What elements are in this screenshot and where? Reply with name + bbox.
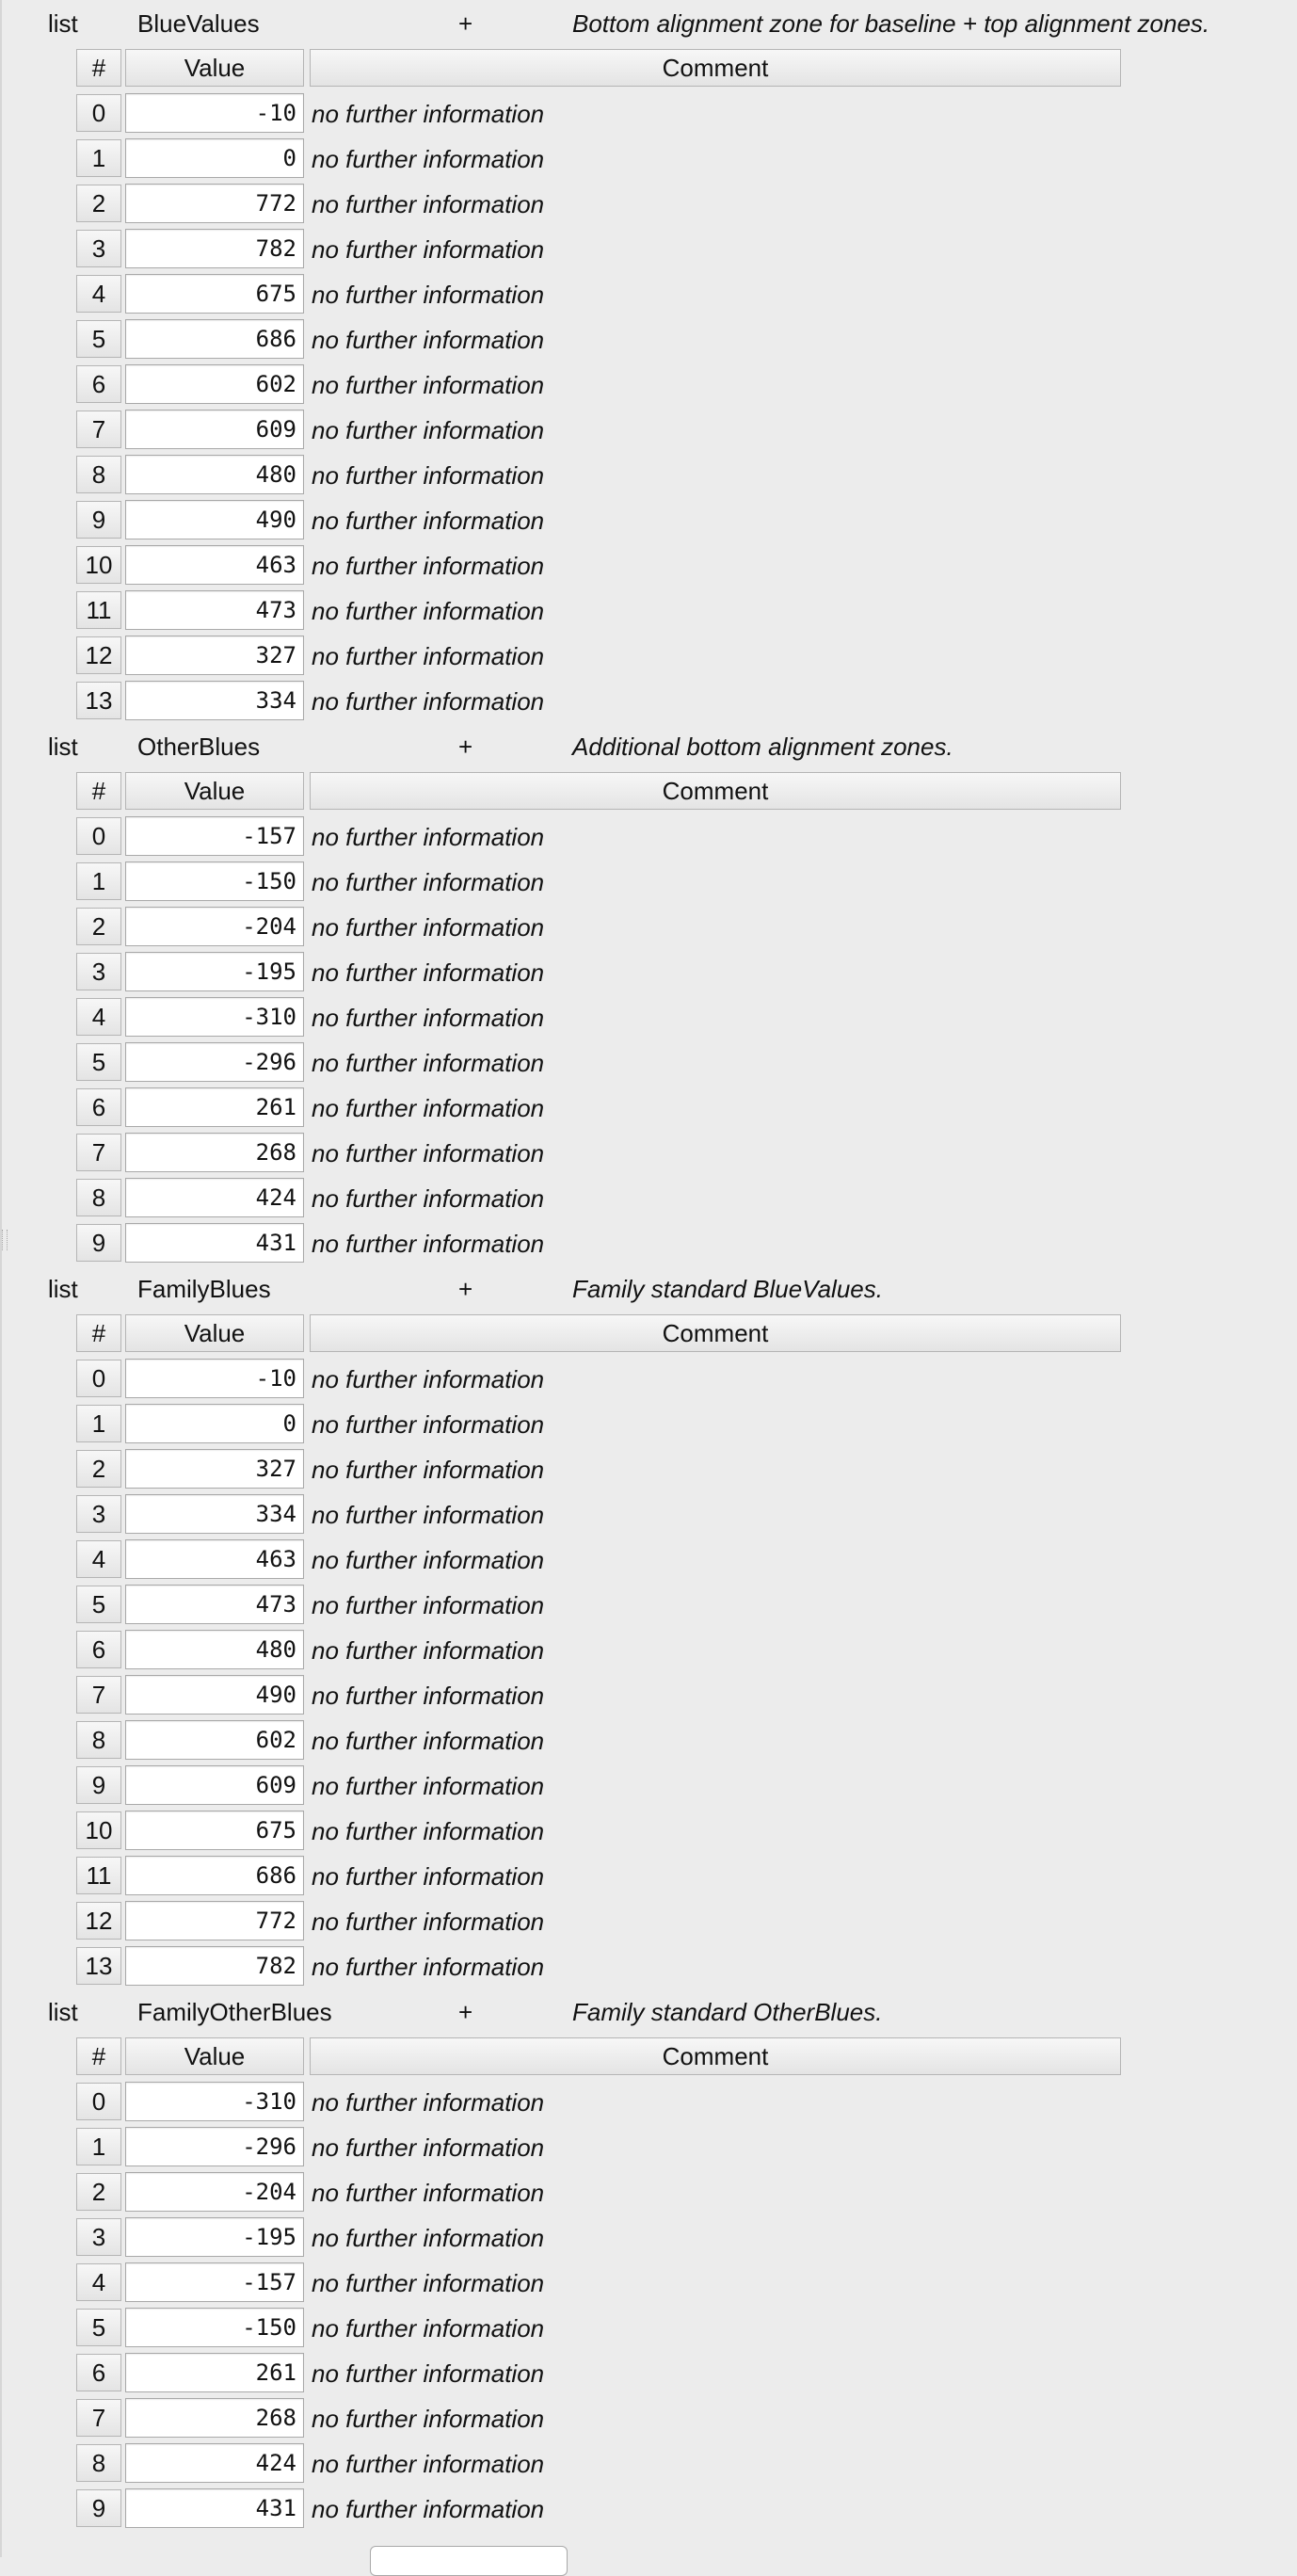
row-index-button[interactable]: 0: [76, 1360, 121, 1397]
table-row: [0, 1356, 1297, 1401]
row-comment: no further information: [312, 2495, 545, 2523]
row-index-button[interactable]: 1: [76, 139, 121, 177]
list-section-otherblues: [0, 723, 1297, 1265]
table-row: [0, 678, 1297, 723]
value-field[interactable]: -10: [125, 1359, 304, 1398]
table-row: [0, 813, 1297, 859]
table-row: [0, 1627, 1297, 1672]
row-index-button[interactable]: 6: [76, 2354, 121, 2391]
table-row: [0, 1898, 1297, 1943]
list-keyword: list: [48, 733, 78, 761]
row-index-button[interactable]: 0: [76, 817, 121, 855]
column-header-value[interactable]: Value: [125, 2037, 304, 2075]
row-comment: no further information: [312, 1591, 545, 1619]
column-header-comment[interactable]: Comment: [310, 49, 1121, 87]
column-header-index[interactable]: #: [76, 49, 121, 87]
table-row: [0, 542, 1297, 588]
row-index-button[interactable]: 0: [76, 2083, 121, 2120]
value-field[interactable]: 327: [125, 636, 304, 675]
value-field[interactable]: -195: [125, 2217, 304, 2257]
value-field[interactable]: 463: [125, 1539, 304, 1579]
value-field[interactable]: -296: [125, 2127, 304, 2166]
value-field[interactable]: 772: [125, 184, 304, 223]
table-row: [0, 90, 1297, 136]
row-comment: no further information: [312, 1817, 545, 1845]
value-field[interactable]: 686: [125, 319, 304, 359]
row-comment: no further information: [312, 145, 545, 173]
table-row: [0, 2124, 1297, 2169]
table-row: [0, 1220, 1297, 1265]
value-field[interactable]: -157: [125, 2262, 304, 2302]
table-row: [0, 1446, 1297, 1491]
value-field[interactable]: 782: [125, 229, 304, 268]
row-index-button[interactable]: 3: [76, 230, 121, 267]
table-row: [0, 452, 1297, 497]
value-field[interactable]: -150: [125, 2308, 304, 2347]
row-index-button[interactable]: 4: [76, 1540, 121, 1578]
value-field[interactable]: 480: [125, 455, 304, 494]
column-header-comment[interactable]: Comment: [310, 1314, 1121, 1352]
table-row: [0, 1672, 1297, 1717]
row-comment: no further information: [312, 1727, 545, 1755]
row-comment: no further information: [312, 2224, 545, 2252]
value-field[interactable]: 424: [125, 1178, 304, 1217]
value-field[interactable]: 0: [125, 1404, 304, 1443]
row-comment: no further information: [312, 1501, 545, 1529]
value-field[interactable]: 686: [125, 1856, 304, 1895]
row-comment: no further information: [312, 507, 545, 535]
value-field[interactable]: 490: [125, 500, 304, 539]
table-row: [0, 407, 1297, 452]
table-row: [0, 2079, 1297, 2124]
row-comment: no further information: [312, 416, 545, 444]
value-field[interactable]: 772: [125, 1901, 304, 1940]
column-header-index[interactable]: #: [76, 1314, 121, 1352]
value-field[interactable]: 609: [125, 410, 304, 449]
row-comment: no further information: [312, 461, 545, 490]
row-index-button[interactable]: 12: [76, 636, 121, 674]
row-index-button[interactable]: 7: [76, 2399, 121, 2437]
row-comment: no further information: [312, 1049, 545, 1077]
row-comment: no further information: [312, 1953, 545, 1981]
row-comment: no further information: [312, 552, 545, 580]
row-index-button[interactable]: 0: [76, 94, 121, 132]
row-comment: no further information: [312, 1004, 545, 1032]
value-field[interactable]: 463: [125, 545, 304, 585]
row-index-button[interactable]: 6: [76, 365, 121, 403]
value-field[interactable]: -296: [125, 1042, 304, 1082]
row-comment: no further information: [312, 100, 545, 128]
row-comment: no further information: [312, 1682, 545, 1710]
table-row: [0, 271, 1297, 316]
row-comment: no further information: [312, 642, 545, 670]
bottom-control-button[interactable]: [370, 2546, 568, 2576]
row-comment: no further information: [312, 2450, 545, 2478]
list-description: Bottom alignment zone for baseline + top alignment zones.: [572, 9, 1210, 38]
table-row: [0, 1537, 1297, 1582]
row-index-button[interactable]: 9: [76, 1224, 121, 1262]
row-index-button[interactable]: 4: [76, 998, 121, 1036]
row-comment: no further information: [312, 868, 545, 896]
row-comment: no further information: [312, 190, 545, 218]
row-index-button[interactable]: 7: [76, 1134, 121, 1171]
row-comment: no further information: [312, 687, 545, 716]
value-field[interactable]: 424: [125, 2443, 304, 2483]
table-row: [0, 226, 1297, 271]
column-header-index[interactable]: #: [76, 772, 121, 810]
list-header: [0, 0, 1297, 45]
row-comment: no further information: [312, 326, 545, 354]
column-header-index[interactable]: #: [76, 2037, 121, 2075]
value-field[interactable]: 431: [125, 1223, 304, 1263]
row-index-button[interactable]: 8: [76, 1721, 121, 1759]
row-comment: no further information: [312, 1636, 545, 1665]
value-field[interactable]: 334: [125, 1494, 304, 1534]
row-index-button[interactable]: 7: [76, 411, 121, 448]
table-row: [0, 1175, 1297, 1220]
row-index-button[interactable]: 9: [76, 1766, 121, 1804]
row-index-button[interactable]: 13: [76, 682, 121, 719]
row-comment: no further information: [312, 1410, 545, 1439]
row-index-button[interactable]: 9: [76, 2489, 121, 2527]
table-row: [0, 2440, 1297, 2486]
row-index-button[interactable]: 9: [76, 501, 121, 539]
row-index-button[interactable]: 6: [76, 1631, 121, 1668]
value-field[interactable]: 0: [125, 138, 304, 178]
table-row: [0, 904, 1297, 949]
value-field[interactable]: 609: [125, 1765, 304, 1805]
row-index-button[interactable]: 6: [76, 1088, 121, 1126]
table-row: [0, 949, 1297, 994]
value-field[interactable]: -195: [125, 952, 304, 991]
table-row: [0, 181, 1297, 226]
value-field[interactable]: 473: [125, 590, 304, 630]
add-item-button[interactable]: +: [458, 1275, 473, 1303]
value-field[interactable]: 473: [125, 1585, 304, 1624]
row-index-button[interactable]: 1: [76, 2128, 121, 2165]
row-comment: no further information: [312, 1862, 545, 1891]
column-header-value[interactable]: Value: [125, 49, 304, 87]
table-row: [0, 362, 1297, 407]
row-comment: no further information: [312, 913, 545, 942]
table-row: [0, 633, 1297, 678]
row-comment: no further information: [312, 1772, 545, 1800]
row-comment: no further information: [312, 2088, 545, 2117]
list-section-familyblues: [0, 1265, 1297, 1988]
row-index-button[interactable]: 3: [76, 2218, 121, 2256]
table-row: [0, 2169, 1297, 2214]
value-field[interactable]: 782: [125, 1946, 304, 1986]
table-column-headers: [0, 2034, 1297, 2079]
value-field[interactable]: -157: [125, 816, 304, 856]
list-name: OtherBlues: [137, 733, 261, 761]
row-index-button[interactable]: 5: [76, 2309, 121, 2346]
list-keyword: list: [48, 1275, 78, 1303]
list-section-familyotherblues: [0, 1988, 1297, 2531]
table-row: [0, 1717, 1297, 1763]
table-row: [0, 2395, 1297, 2440]
row-index-button[interactable]: 1: [76, 1405, 121, 1442]
row-comment: no further information: [312, 371, 545, 399]
row-comment: no further information: [312, 1908, 545, 1936]
table-column-headers: [0, 768, 1297, 813]
value-field[interactable]: 675: [125, 1811, 304, 1850]
row-index-button[interactable]: 1: [76, 862, 121, 900]
list-keyword: list: [48, 1998, 78, 2026]
column-header-value[interactable]: Value: [125, 1314, 304, 1352]
row-index-button[interactable]: 10: [76, 546, 121, 584]
row-comment: no further information: [312, 2405, 545, 2433]
row-index-button[interactable]: 13: [76, 1947, 121, 1985]
value-field[interactable]: 268: [125, 2398, 304, 2438]
row-comment: no further information: [312, 2179, 545, 2207]
list-description: Family standard BlueValues.: [572, 1275, 883, 1303]
row-index-button[interactable]: 11: [76, 1857, 121, 1894]
row-comment: no further information: [312, 2359, 545, 2388]
value-field[interactable]: -204: [125, 907, 304, 946]
value-field[interactable]: -10: [125, 93, 304, 133]
row-comment: no further information: [312, 2269, 545, 2297]
list-header: [0, 723, 1297, 768]
list-header: [0, 1988, 1297, 2034]
row-index-button[interactable]: 2: [76, 908, 121, 945]
value-field[interactable]: 261: [125, 1087, 304, 1127]
table-row: [0, 1763, 1297, 1808]
table-row: [0, 316, 1297, 362]
row-index-button[interactable]: 2: [76, 1450, 121, 1488]
row-index-button[interactable]: 5: [76, 1043, 121, 1081]
value-field[interactable]: 480: [125, 1630, 304, 1669]
value-field[interactable]: -150: [125, 861, 304, 901]
column-header-comment[interactable]: Comment: [310, 2037, 1121, 2075]
list-name: FamilyOtherBlues: [137, 1998, 332, 2026]
table-row: [0, 1039, 1297, 1085]
table-row: [0, 136, 1297, 181]
row-comment: no further information: [312, 1456, 545, 1484]
row-index-button[interactable]: 10: [76, 1811, 121, 1849]
row-comment: no further information: [312, 1139, 545, 1167]
row-comment: no further information: [312, 235, 545, 264]
value-field[interactable]: 327: [125, 1449, 304, 1489]
value-field[interactable]: -310: [125, 997, 304, 1037]
column-header-comment[interactable]: Comment: [310, 772, 1121, 810]
row-index-button[interactable]: 5: [76, 320, 121, 358]
row-index-button[interactable]: 3: [76, 1495, 121, 1533]
list-header: [0, 1265, 1297, 1311]
row-index-button[interactable]: 2: [76, 2173, 121, 2211]
row-comment: no further information: [312, 597, 545, 625]
row-index-button[interactable]: 4: [76, 275, 121, 313]
add-item-button[interactable]: +: [458, 733, 473, 761]
table-row: [0, 859, 1297, 904]
value-field[interactable]: 431: [125, 2488, 304, 2528]
add-item-button[interactable]: +: [458, 9, 473, 38]
list-section-bluevalues: [0, 0, 1297, 723]
value-field[interactable]: 261: [125, 2353, 304, 2392]
row-comment: no further information: [312, 1546, 545, 1574]
row-comment: no further information: [312, 281, 545, 309]
row-comment: no further information: [312, 1365, 545, 1393]
table-row: [0, 1401, 1297, 1446]
value-field[interactable]: 602: [125, 1720, 304, 1760]
value-field[interactable]: 675: [125, 274, 304, 314]
list-description: Family standard OtherBlues.: [572, 1998, 883, 2026]
table-row: [0, 1582, 1297, 1627]
list-name: FamilyBlues: [137, 1275, 271, 1303]
table-row: [0, 2486, 1297, 2531]
row-comment: no further information: [312, 1230, 545, 1258]
row-index-button[interactable]: 12: [76, 1902, 121, 1940]
table-row: [0, 588, 1297, 633]
table-row: [0, 1853, 1297, 1898]
row-index-button[interactable]: 8: [76, 2444, 121, 2482]
value-field[interactable]: -204: [125, 2172, 304, 2212]
table-row: [0, 994, 1297, 1039]
table-row: [0, 2260, 1297, 2305]
list-description: Additional bottom alignment zones.: [572, 733, 953, 761]
table-row: [0, 1130, 1297, 1175]
value-field[interactable]: 268: [125, 1133, 304, 1172]
row-comment: no further information: [312, 1094, 545, 1122]
table-row: [0, 2214, 1297, 2260]
value-field[interactable]: 490: [125, 1675, 304, 1715]
value-field[interactable]: 602: [125, 364, 304, 404]
table-column-headers: [0, 45, 1297, 90]
table-row: [0, 497, 1297, 542]
table-row: [0, 1491, 1297, 1537]
row-index-button[interactable]: 8: [76, 456, 121, 493]
row-comment: no further information: [312, 2133, 545, 2162]
column-header-value[interactable]: Value: [125, 772, 304, 810]
row-comment: no further information: [312, 958, 545, 987]
row-index-button[interactable]: 4: [76, 2263, 121, 2301]
row-index-button[interactable]: 5: [76, 1586, 121, 1623]
row-index-button[interactable]: 8: [76, 1179, 121, 1216]
value-field[interactable]: 334: [125, 681, 304, 720]
list-name: BlueValues: [137, 9, 260, 38]
list-keyword: list: [48, 9, 78, 38]
add-item-button[interactable]: +: [458, 1998, 473, 2026]
row-index-button[interactable]: 3: [76, 953, 121, 990]
table-row: [0, 2350, 1297, 2395]
row-index-button[interactable]: 7: [76, 1676, 121, 1714]
table-column-headers: [0, 1311, 1297, 1356]
row-comment: no further information: [312, 1184, 545, 1213]
table-row: [0, 2305, 1297, 2350]
row-index-button[interactable]: 2: [76, 185, 121, 222]
row-comment: no further information: [312, 823, 545, 851]
table-row: [0, 1808, 1297, 1853]
value-field[interactable]: -310: [125, 2082, 304, 2121]
row-index-button[interactable]: 11: [76, 591, 121, 629]
row-comment: no further information: [312, 2314, 545, 2343]
table-row: [0, 1085, 1297, 1130]
table-row: [0, 1943, 1297, 1988]
